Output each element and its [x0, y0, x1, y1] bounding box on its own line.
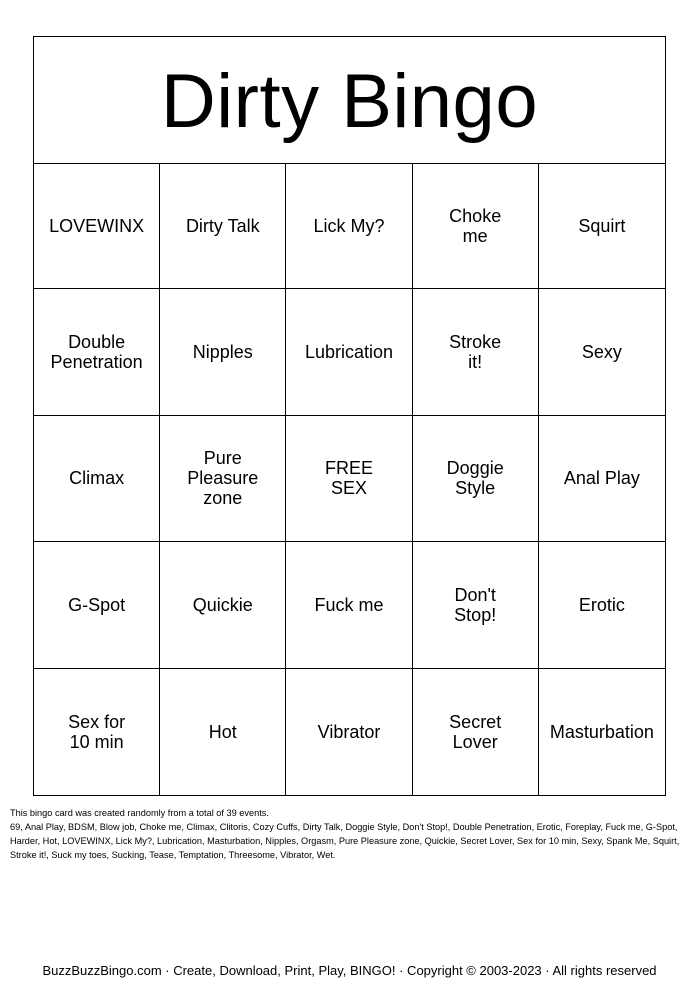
bingo-cell: LOVEWINX — [34, 163, 160, 289]
bingo-cell: Sexy — [539, 289, 665, 415]
bingo-cell: Doggie Style — [413, 416, 539, 542]
bingo-cell: Lick My? — [286, 163, 412, 289]
bingo-card — [33, 36, 666, 796]
bingo-cell: Nipples — [160, 289, 286, 415]
bingo-cell: Pure Pleasure zone — [160, 416, 286, 542]
bingo-cell: Choke me — [413, 163, 539, 289]
event-list-text: 69, Anal Play, BDSM, Blow job, Choke me, Climax, Clitoris, Cozy Cuffs, Dirty Talk, Doggie Style, Don't Stop!, Double Penetration, Erotic, Foreplay, Fuck me, G-Spot, Harder, Hot, LOVEWINX, Lick My?, Lubrication, Masturbation, Nipples, Orgasm, Pure Pleasure zone, Quickie, Secret Lover, Sex for 10 min, Sexy, Spank Me, Squirt, Stroke it!, Suck my toes, Sucking, Tease, Temptation, Threesome, Vibrator, Wet. — [10, 822, 680, 860]
bingo-cell: Dirty Talk — [160, 163, 286, 289]
bingo-cell: Squirt — [539, 163, 665, 289]
bingo-cell: Hot — [160, 669, 286, 795]
bingo-cell: G-Spot — [34, 542, 160, 668]
bingo-cell: Fuck me — [286, 542, 412, 668]
bingo-cell-free: FREE SEX — [286, 416, 412, 542]
card-title: Dirty Bingo — [160, 59, 539, 144]
bingo-cell: Stroke it! — [413, 289, 539, 415]
footer-copyright: BuzzBuzzBingo.com · Create, Download, Print, Play, BINGO! · Copyright © 2003-2023 · All rights reserved — [42, 963, 657, 978]
event-count-text: This bingo card was created randomly from a total of 39 events. — [10, 808, 269, 818]
event-info — [10, 806, 690, 862]
bingo-cell: Don't Stop! — [413, 542, 539, 668]
bingo-cell: Anal Play — [539, 416, 665, 542]
bingo-cell: Sex for 10 min — [34, 669, 160, 795]
bingo-cell: Vibrator — [286, 669, 412, 795]
bingo-cell: Masturbation — [549, 721, 654, 742]
bingo-cell: Quickie — [160, 542, 286, 668]
bingo-cell: Lubrication — [286, 289, 412, 415]
bingo-grid — [34, 163, 665, 795]
title-row — [34, 37, 665, 164]
bingo-cell: Climax — [34, 416, 160, 542]
bingo-cell: Secret Lover — [413, 669, 539, 795]
bingo-cell: Erotic — [539, 542, 665, 668]
bingo-cell: Double Penetration — [34, 289, 160, 415]
